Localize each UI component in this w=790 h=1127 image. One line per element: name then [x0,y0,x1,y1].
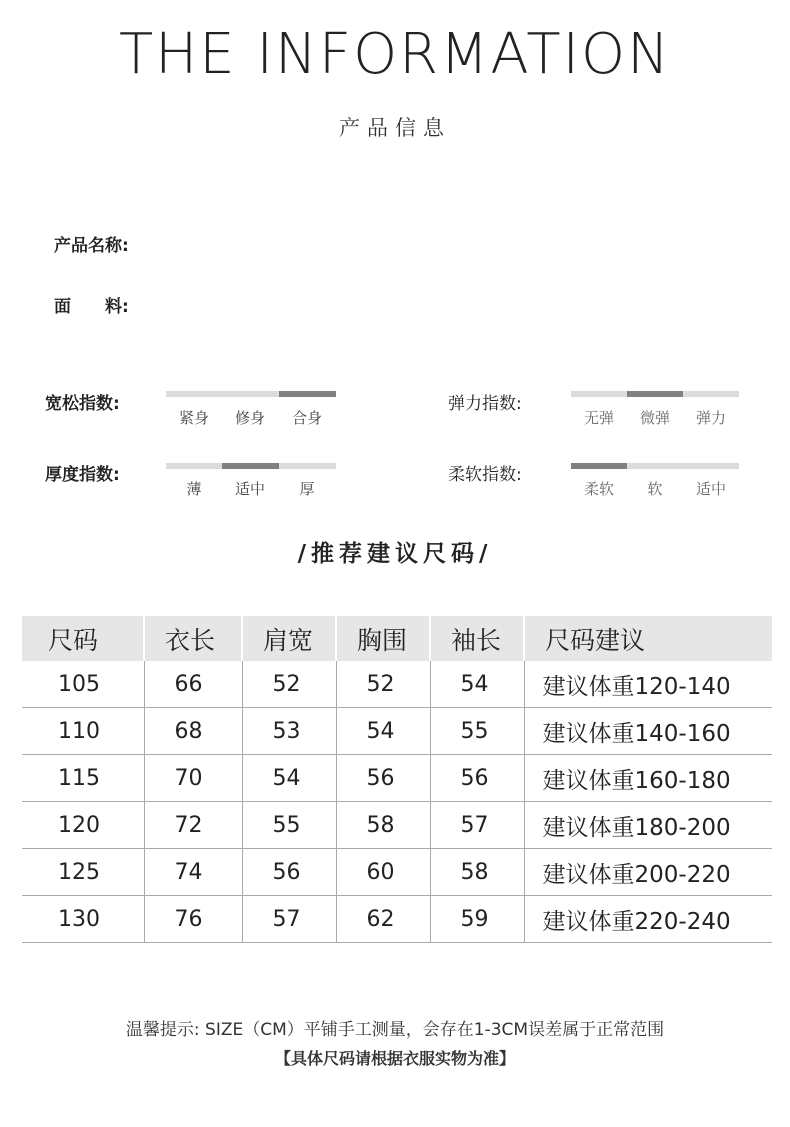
product-name-label: 产品名称: [54,236,129,256]
page-title: THE INFORMATION [118,22,672,87]
cell-shoulder: 53 [242,708,336,755]
cell-size: 115 [22,755,144,802]
cell-sleeve: 58 [430,849,524,896]
thickness-option-3: 厚 [299,480,315,498]
header-shoulder: 肩宽 [242,616,336,661]
size-disclaimer: 【具体尺码请根据衣服实物为准】 [274,1049,515,1068]
table-row [22,755,772,802]
cell-length: 74 [144,849,242,896]
header-length: 衣长 [144,616,242,661]
page-subtitle: 产品信息 [339,116,451,140]
cell-length: 66 [144,661,242,708]
cell-recommendation: 建议体重140-160 [524,708,772,755]
softness-option-3: 适中 [695,480,726,498]
fabric-label: 面 料: [54,297,129,317]
cell-sleeve: 55 [430,708,524,755]
cell-length: 68 [144,708,242,755]
looseness-option-1: 紧身 [178,409,209,427]
elasticity-bar-segment-2 [627,391,683,397]
cell-recommendation: 建议体重200-220 [524,849,772,896]
cell-shoulder: 57 [242,896,336,943]
looseness-bar-segment-2 [222,391,279,397]
header-recommendation: 尺码建议 [524,616,772,661]
looseness-bar [166,391,336,397]
header-chest: 胸围 [336,616,430,661]
looseness-bar-segment-1 [166,391,222,397]
cell-size: 110 [22,708,144,755]
thickness-option-2: 适中 [234,480,265,498]
table-row [22,661,772,708]
elasticity-option-1: 无弹 [583,409,614,427]
looseness-bar-segment-3 [279,391,336,397]
recommend-size-heading: /推荐建议尺码/ [297,541,493,567]
softness-bar [571,463,739,469]
softness-bar-segment-1 [571,463,627,469]
looseness-label: 宽松指数: [45,394,120,414]
header-sleeve: 袖长 [430,616,524,661]
cell-size: 125 [22,849,144,896]
thickness-bar [166,463,336,469]
thickness-bar-segment-3 [279,463,336,469]
header-size: 尺码 [22,616,144,661]
looseness-option-3: 合身 [291,409,322,427]
size-table [22,616,772,943]
cell-chest: 52 [336,661,430,708]
table-header-row [22,616,772,661]
cell-shoulder: 56 [242,849,336,896]
table-row [22,802,772,849]
cell-recommendation: 建议体重220-240 [524,896,772,943]
cell-chest: 56 [336,755,430,802]
softness-bar-segment-2 [627,463,683,469]
softness-option-2: 软 [647,480,663,498]
softness-label: 柔软指数: [448,465,522,485]
thickness-bar-segment-2 [222,463,279,469]
cell-shoulder: 52 [242,661,336,708]
table-row [22,849,772,896]
thickness-label: 厚度指数: [45,465,120,485]
cell-chest: 62 [336,896,430,943]
thickness-bar-segment-1 [166,463,222,469]
elasticity-bar [571,391,739,397]
softness-option-1: 柔软 [583,480,614,498]
cell-chest: 60 [336,849,430,896]
cell-sleeve: 57 [430,802,524,849]
cell-shoulder: 54 [242,755,336,802]
cell-recommendation: 建议体重160-180 [524,755,772,802]
cell-size: 105 [22,661,144,708]
cell-chest: 58 [336,802,430,849]
looseness-option-2: 修身 [234,409,265,427]
elasticity-option-3: 弹力 [695,409,726,427]
cell-length: 72 [144,802,242,849]
cell-sleeve: 56 [430,755,524,802]
cell-recommendation: 建议体重180-200 [524,802,772,849]
elasticity-bar-segment-1 [571,391,627,397]
cell-length: 76 [144,896,242,943]
table-row [22,708,772,755]
elasticity-label: 弹力指数: [448,394,522,414]
softness-bar-segment-3 [683,463,739,469]
cell-chest: 54 [336,708,430,755]
measurement-tip: 温馨提示: SIZE（CM）平铺手工测量，会存在1-3CM误差属于正常范围 [125,1020,665,1040]
elasticity-bar-segment-3 [683,391,739,397]
cell-length: 70 [144,755,242,802]
elasticity-option-2: 微弹 [639,409,670,427]
cell-size: 130 [22,896,144,943]
cell-sleeve: 54 [430,661,524,708]
table-row [22,896,772,943]
cell-shoulder: 55 [242,802,336,849]
cell-size: 120 [22,802,144,849]
cell-sleeve: 59 [430,896,524,943]
thickness-option-1: 薄 [186,480,202,498]
cell-recommendation: 建议体重120-140 [524,661,772,708]
